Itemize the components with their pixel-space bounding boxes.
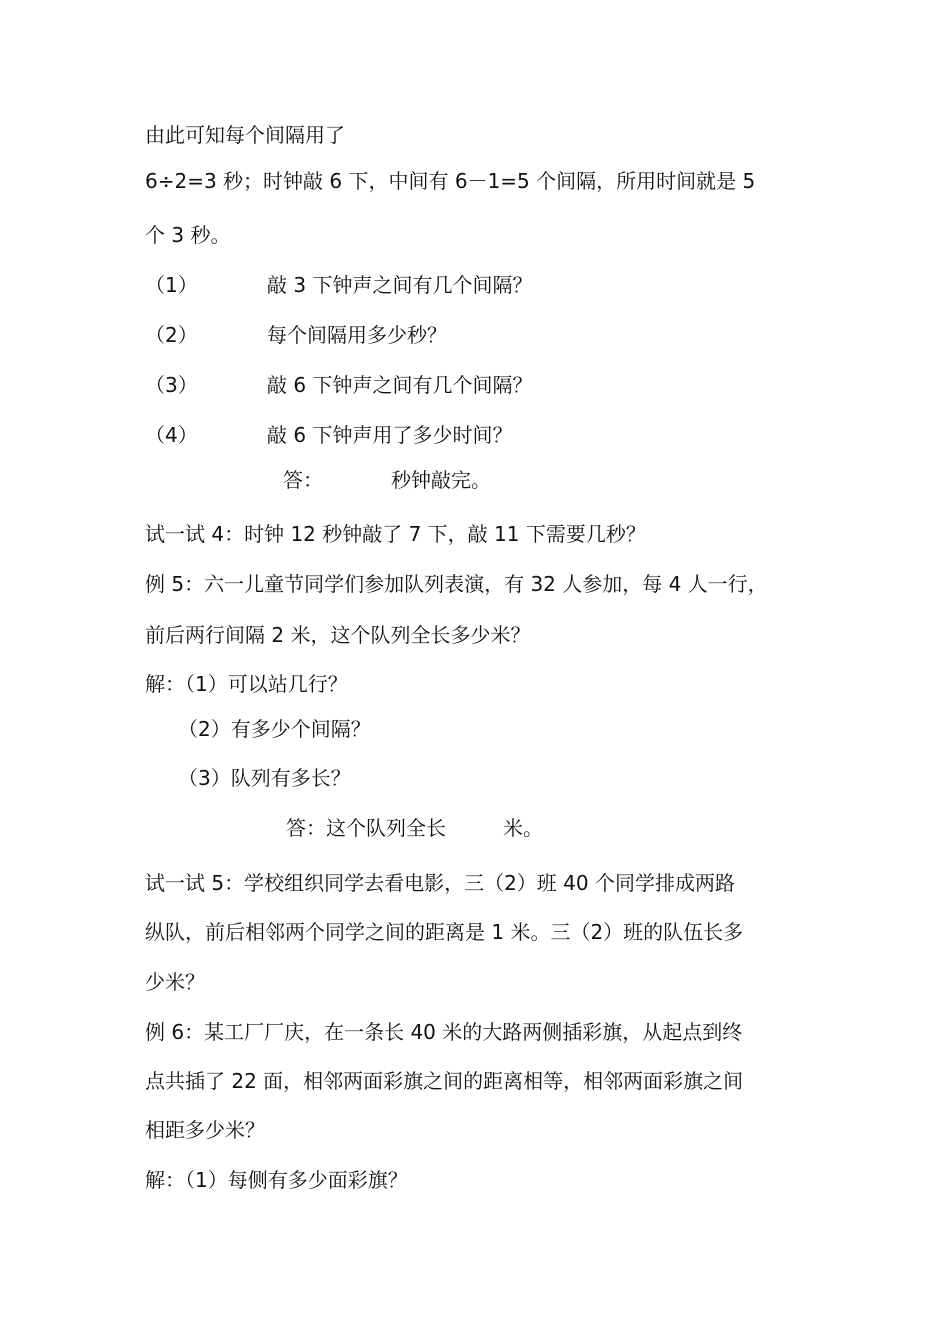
question-number: （4）	[145, 423, 198, 447]
answer-label: 答：这个队列全长	[286, 816, 446, 840]
question-item	[145, 421, 512, 449]
question-item	[145, 371, 532, 399]
question-text: 敲 6 下钟声之间有几个间隔？	[267, 373, 533, 397]
question-text: 敲 6 下钟声用了多少时间？	[267, 423, 513, 447]
answer-label: 答：	[283, 468, 323, 492]
text-line: 试一试 5：学校组织同学去看电影，三（2）班 40 个同学排成两路	[145, 871, 735, 895]
text-line: 个 3 秒。	[145, 223, 231, 247]
question-item	[145, 271, 532, 299]
text-line: 6÷2=3 秒；时钟敲 6 下，中间有 6－1=5 个间隔，所用时间就是 5	[145, 169, 756, 193]
question-text: 敲 3 下钟声之间有几个间隔？	[267, 273, 533, 297]
solution-step: 解：（1）每侧有多少面彩旗？	[145, 1168, 408, 1192]
text-line: 纵队，前后相邻两个同学之间的距离是 1 米。三（2）班的队伍长多	[145, 920, 744, 944]
text-line: 前后两行间隔 2 米，这个队列全长多少米？	[145, 623, 531, 647]
answer-text: 秒钟敲完。	[391, 468, 491, 492]
text-line: 例 5：六一儿童节同学们参加队列表演，有 32 人参加，每 4 人一行，	[145, 572, 768, 596]
solution-step: （3）队列有多长？	[178, 766, 351, 790]
question-number: （1）	[145, 273, 198, 297]
question-number: （2）	[145, 323, 198, 347]
answer-unit: 米。	[503, 816, 543, 840]
text-line: 点共插了 22 面，相邻两面彩旗之间的距离相等，相邻两面彩旗之间	[145, 1069, 744, 1093]
text-line: 由此可知每个间隔用了	[145, 123, 345, 147]
question-number: （3）	[145, 373, 198, 397]
text-line: 少米？	[145, 970, 205, 994]
solution-step: （2）有多少个间隔？	[178, 717, 371, 741]
question-item	[145, 321, 447, 349]
text-line: 例 6：某工厂厂庆，在一条长 40 米的大路两侧插彩旗，从起点到终	[145, 1020, 743, 1044]
question-text: 每个间隔用多少秒？	[267, 323, 447, 347]
text-line: 试一试 4：时钟 12 秒钟敲了 7 下，敲 11 下需要几秒？	[145, 522, 646, 546]
text-line: 相距多少米？	[145, 1118, 265, 1142]
solution-step: 解：（1）可以站几行？	[145, 672, 348, 696]
